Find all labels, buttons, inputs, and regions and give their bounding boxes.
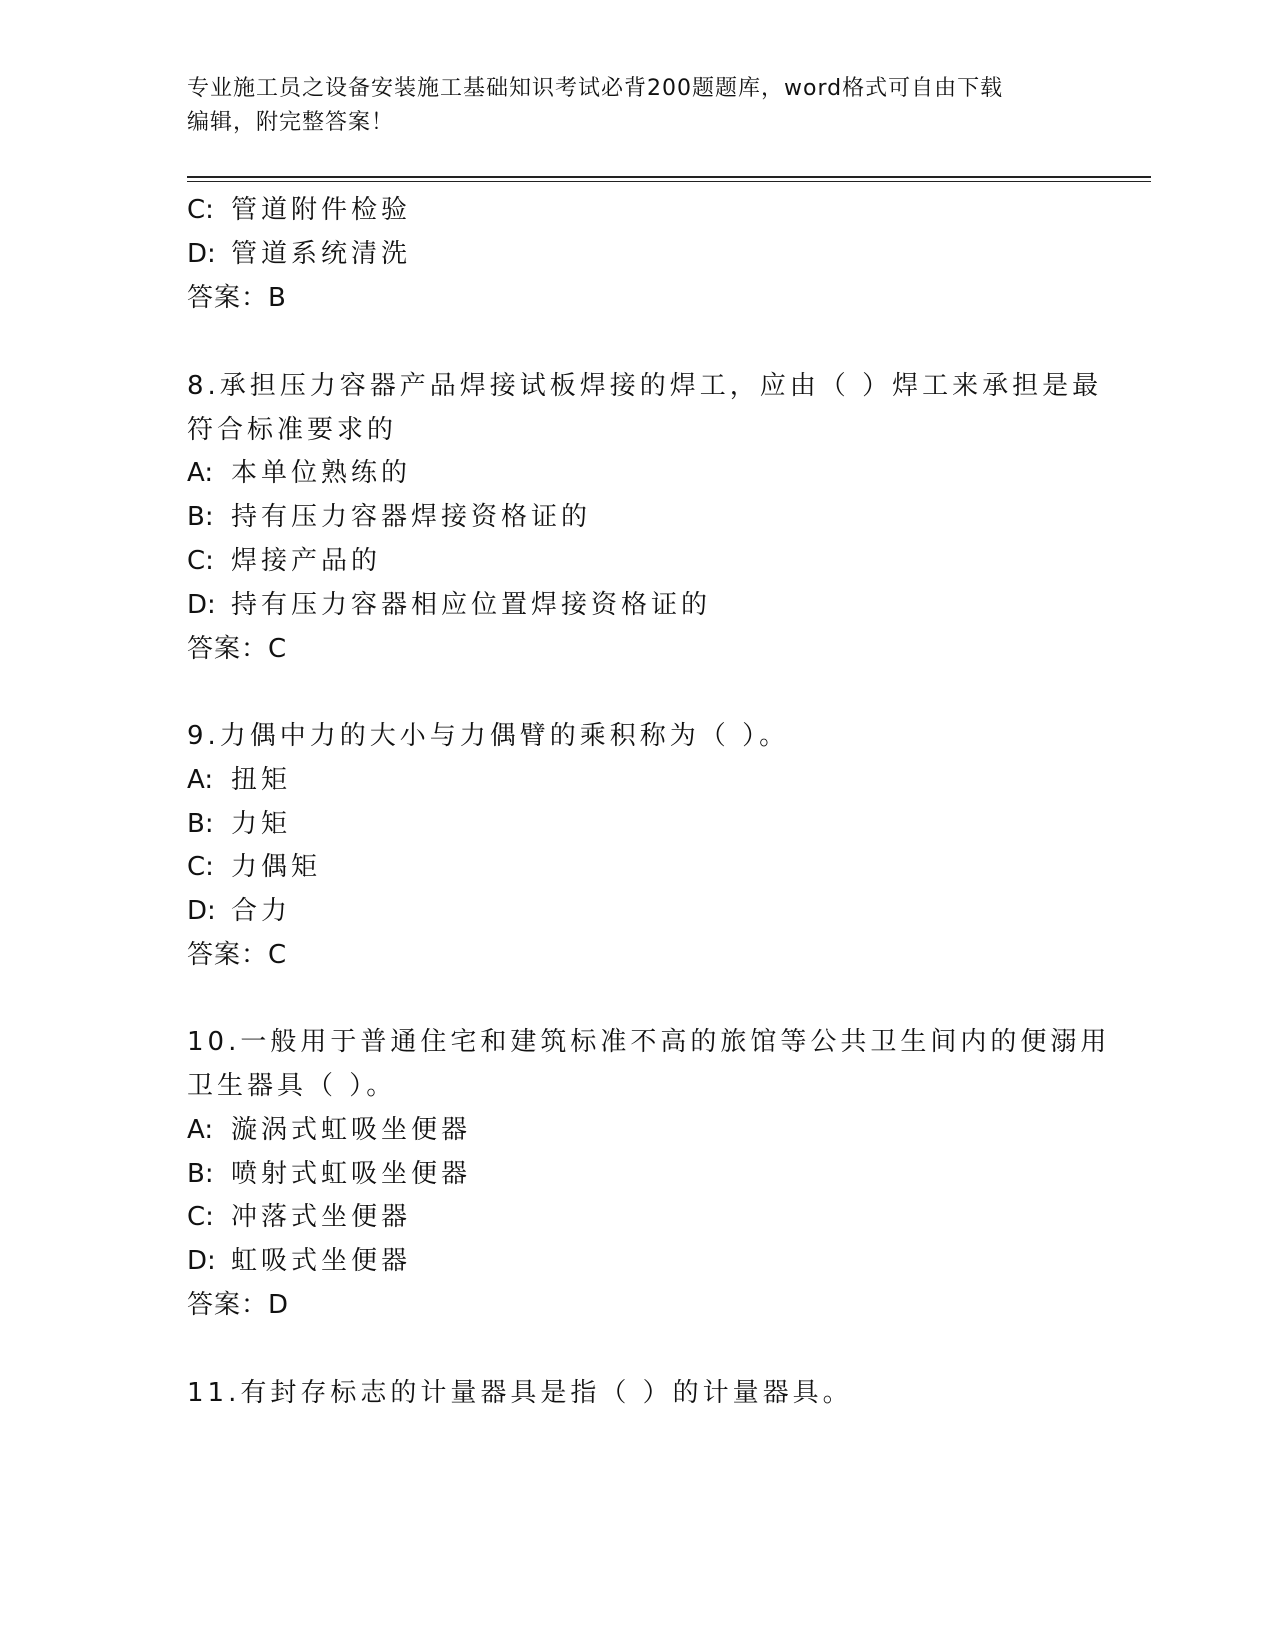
- q8-option-a: A: 本单位熟练的: [187, 458, 412, 488]
- q10-answer: 答案：D: [187, 1290, 290, 1320]
- q9-option-d: D: 合力: [187, 896, 292, 926]
- q10-option-a: A: 漩涡式虹吸坐便器: [187, 1115, 472, 1145]
- q10-option-c: C: 冲落式坐便器: [187, 1202, 412, 1232]
- header-title-line-2: 编辑，附完整答案！: [187, 110, 395, 135]
- q9-option-a: A: 扭矩: [187, 765, 292, 795]
- q8-option-c: C: 焊接产品的: [187, 546, 382, 576]
- q7-option-c: C: 管道附件检验: [187, 195, 412, 225]
- q8-question-line-2: 符合标准要求的: [187, 415, 398, 445]
- q9-option-c: C: 力偶矩: [187, 852, 322, 882]
- q8-question-line-1: 8.承担压力容器产品焊接试板焊接的焊工，应由（ ）焊工来承担是最: [187, 371, 1103, 401]
- header-title-line-1: 专业施工员之设备安装施工基础知识考试必背200题题库，word格式可自由下载: [187, 76, 1004, 101]
- q7-answer: 答案：B: [187, 283, 287, 313]
- q9-answer: 答案：C: [187, 940, 288, 970]
- q8-answer: 答案：C: [187, 634, 288, 664]
- q7-option-d: D: 管道系统清洗: [187, 239, 412, 269]
- q8-option-b: B: 持有压力容器焊接资格证的: [187, 502, 592, 532]
- header-divider-thick: [187, 176, 1151, 178]
- q10-option-d: D: 虹吸式坐便器: [187, 1246, 412, 1276]
- q8-option-d: D: 持有压力容器相应位置焊接资格证的: [187, 590, 712, 620]
- q11-question-line-1: 11.有封存标志的计量器具是指（ ）的计量器具。: [187, 1378, 853, 1408]
- q9-question-line-1: 9.力偶中力的大小与力偶臂的乘积称为（ ）。: [187, 721, 790, 751]
- document-header: [187, 72, 1087, 140]
- q10-question-line-1: 10.一般用于普通住宅和建筑标准不高的旅馆等公共卫生间内的便溺用: [187, 1027, 1111, 1057]
- q10-option-b: B: 喷射式虹吸坐便器: [187, 1159, 472, 1189]
- q10-question-line-2: 卫生器具（ ）。: [187, 1071, 397, 1101]
- q9-option-b: B: 力矩: [187, 809, 292, 839]
- header-divider-thin: [187, 181, 1151, 182]
